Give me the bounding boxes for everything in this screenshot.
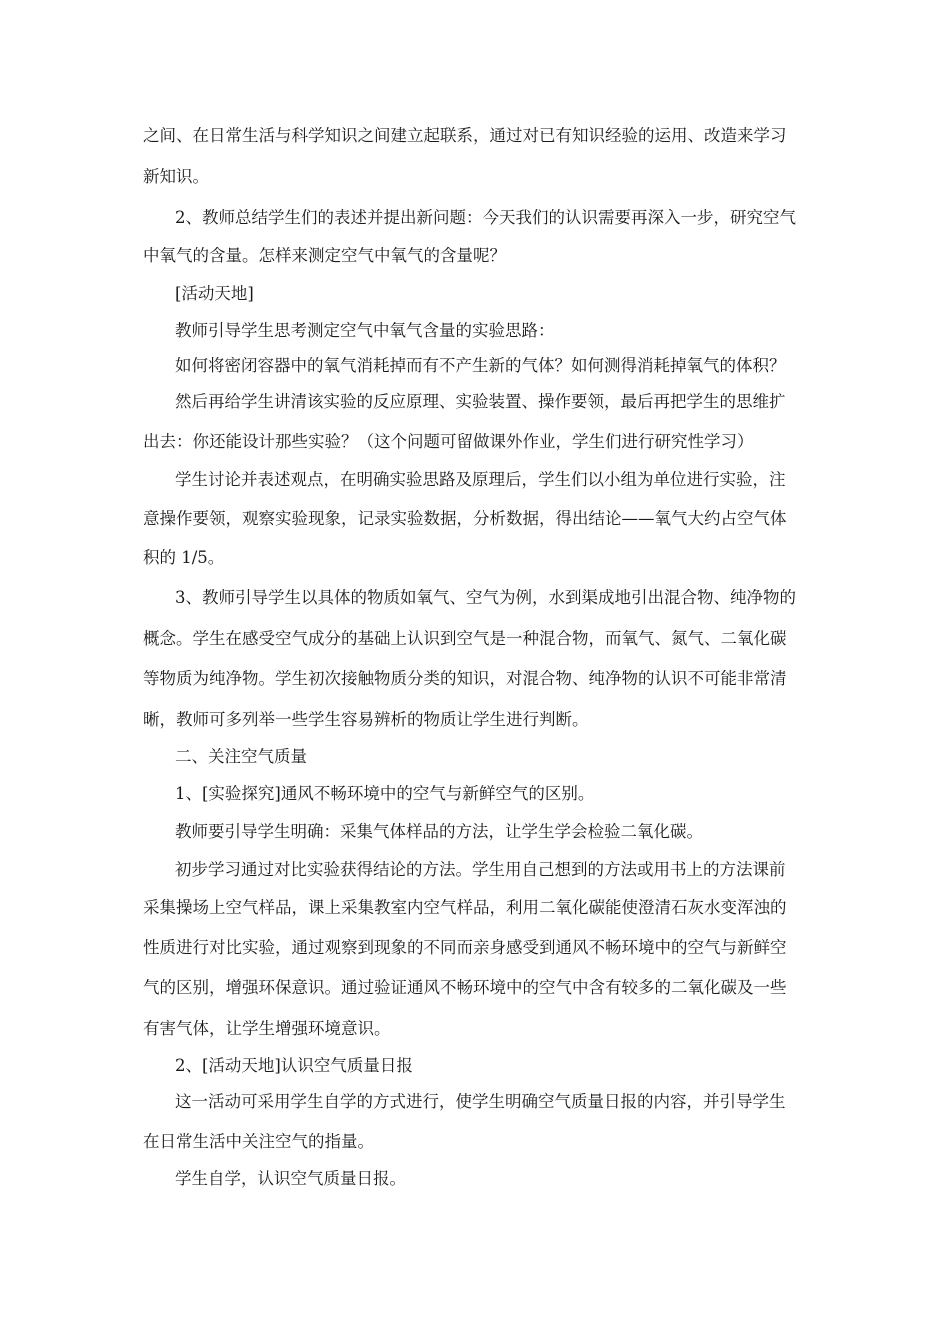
- text-line: 这一活动可采用学生自学的方式进行，使学生明确空气质量日报的内容，并引导学生: [175, 1092, 786, 1111]
- text-line: 性质进行对比实验，通过观察到现象的不同而亲身感受到通风不畅环境中的空气与新鲜空: [143, 938, 787, 957]
- text-line: 积的 1/5。: [143, 548, 225, 567]
- text-line: 2、[活动天地]认识空气质量日报: [175, 1056, 413, 1075]
- text-line: 教师要引导学生明确：采集气体样品的方法，让学生学会检验二氧化碳。: [175, 822, 703, 841]
- text-line: 学生讨论并表述观点，在明确实验思路及原理后，学生们以小组为单位进行实验，注: [175, 470, 786, 489]
- text-line: 在日常生活中关注空气的指量。: [143, 1132, 374, 1151]
- text-line: 晰，教师可多列举一些学生容易辨析的物质让学生进行判断。: [143, 710, 589, 729]
- text-line: 中氧气的含量。怎样来测定空气中氧气的含量呢？: [143, 246, 506, 265]
- text-line: [活动天地]: [175, 284, 254, 303]
- text-line: 3、教师引导学生以具体的物质如氧气、空气为例，水到渠成地引出混合物、纯净物的: [175, 588, 796, 607]
- text-line: 概念。学生在感受空气成分的基础上认识到空气是一种混合物，而氧气、氮气、二氧化碳: [143, 629, 787, 648]
- text-line: 有害气体，让学生增强环境意识。: [143, 1019, 391, 1038]
- section-heading: 二、关注空气质量: [175, 747, 307, 766]
- text-line: 新知识。: [143, 167, 209, 186]
- text-line: 学生自学，认识空气质量日报。: [175, 1169, 406, 1188]
- text-line: 气的区别，增强环保意识。通过验证通风不畅环境中的空气中含有较多的二氧化碳及一些: [143, 978, 787, 997]
- text-line: 意操作要领，观察实验现象，记录实验数据，分析数据，得出结论——氧气大约占空气体: [143, 509, 787, 528]
- text-line: 然后再给学生讲清该实验的反应原理、实验装置、操作要领，最后再把学生的思维扩: [175, 392, 786, 411]
- text-line: 初步学习通过对比实验获得结论的方法。学生用自己想到的方法或用书上的方法课前: [175, 860, 786, 879]
- text-line: 等物质为纯净物。学生初次接触物质分类的知识，对混合物、纯净物的认识不可能非常清: [143, 669, 787, 688]
- text-line: 2、教师总结学生们的表述并提出新问题：今天我们的认识需要再深入一步，研究空气: [175, 208, 796, 227]
- text-line: 采集操场上空气样品，课上采集教室内空气样品，利用二氧化碳能使澄清石灰水变浑浊的: [143, 898, 787, 917]
- text-line: 出去：你还能设计那些实验？（这个问题可留做课外作业，学生们进行研究性学习）: [143, 432, 754, 451]
- text-line: 之间、在日常生活与科学知识之间建立起联系，通过对已有知识经验的运用、改造来学习: [143, 126, 787, 145]
- text-line: 教师引导学生思考测定空气中氧气含量的实验思路：: [175, 321, 555, 340]
- text-line: 如何将密闭容器中的氧气消耗掉而有不产生新的气体？如何测得消耗掉氧气的体积？: [175, 356, 786, 375]
- text-line: 1、[实验探究]通风不畅环境中的空气与新鲜空气的区别。: [175, 784, 595, 803]
